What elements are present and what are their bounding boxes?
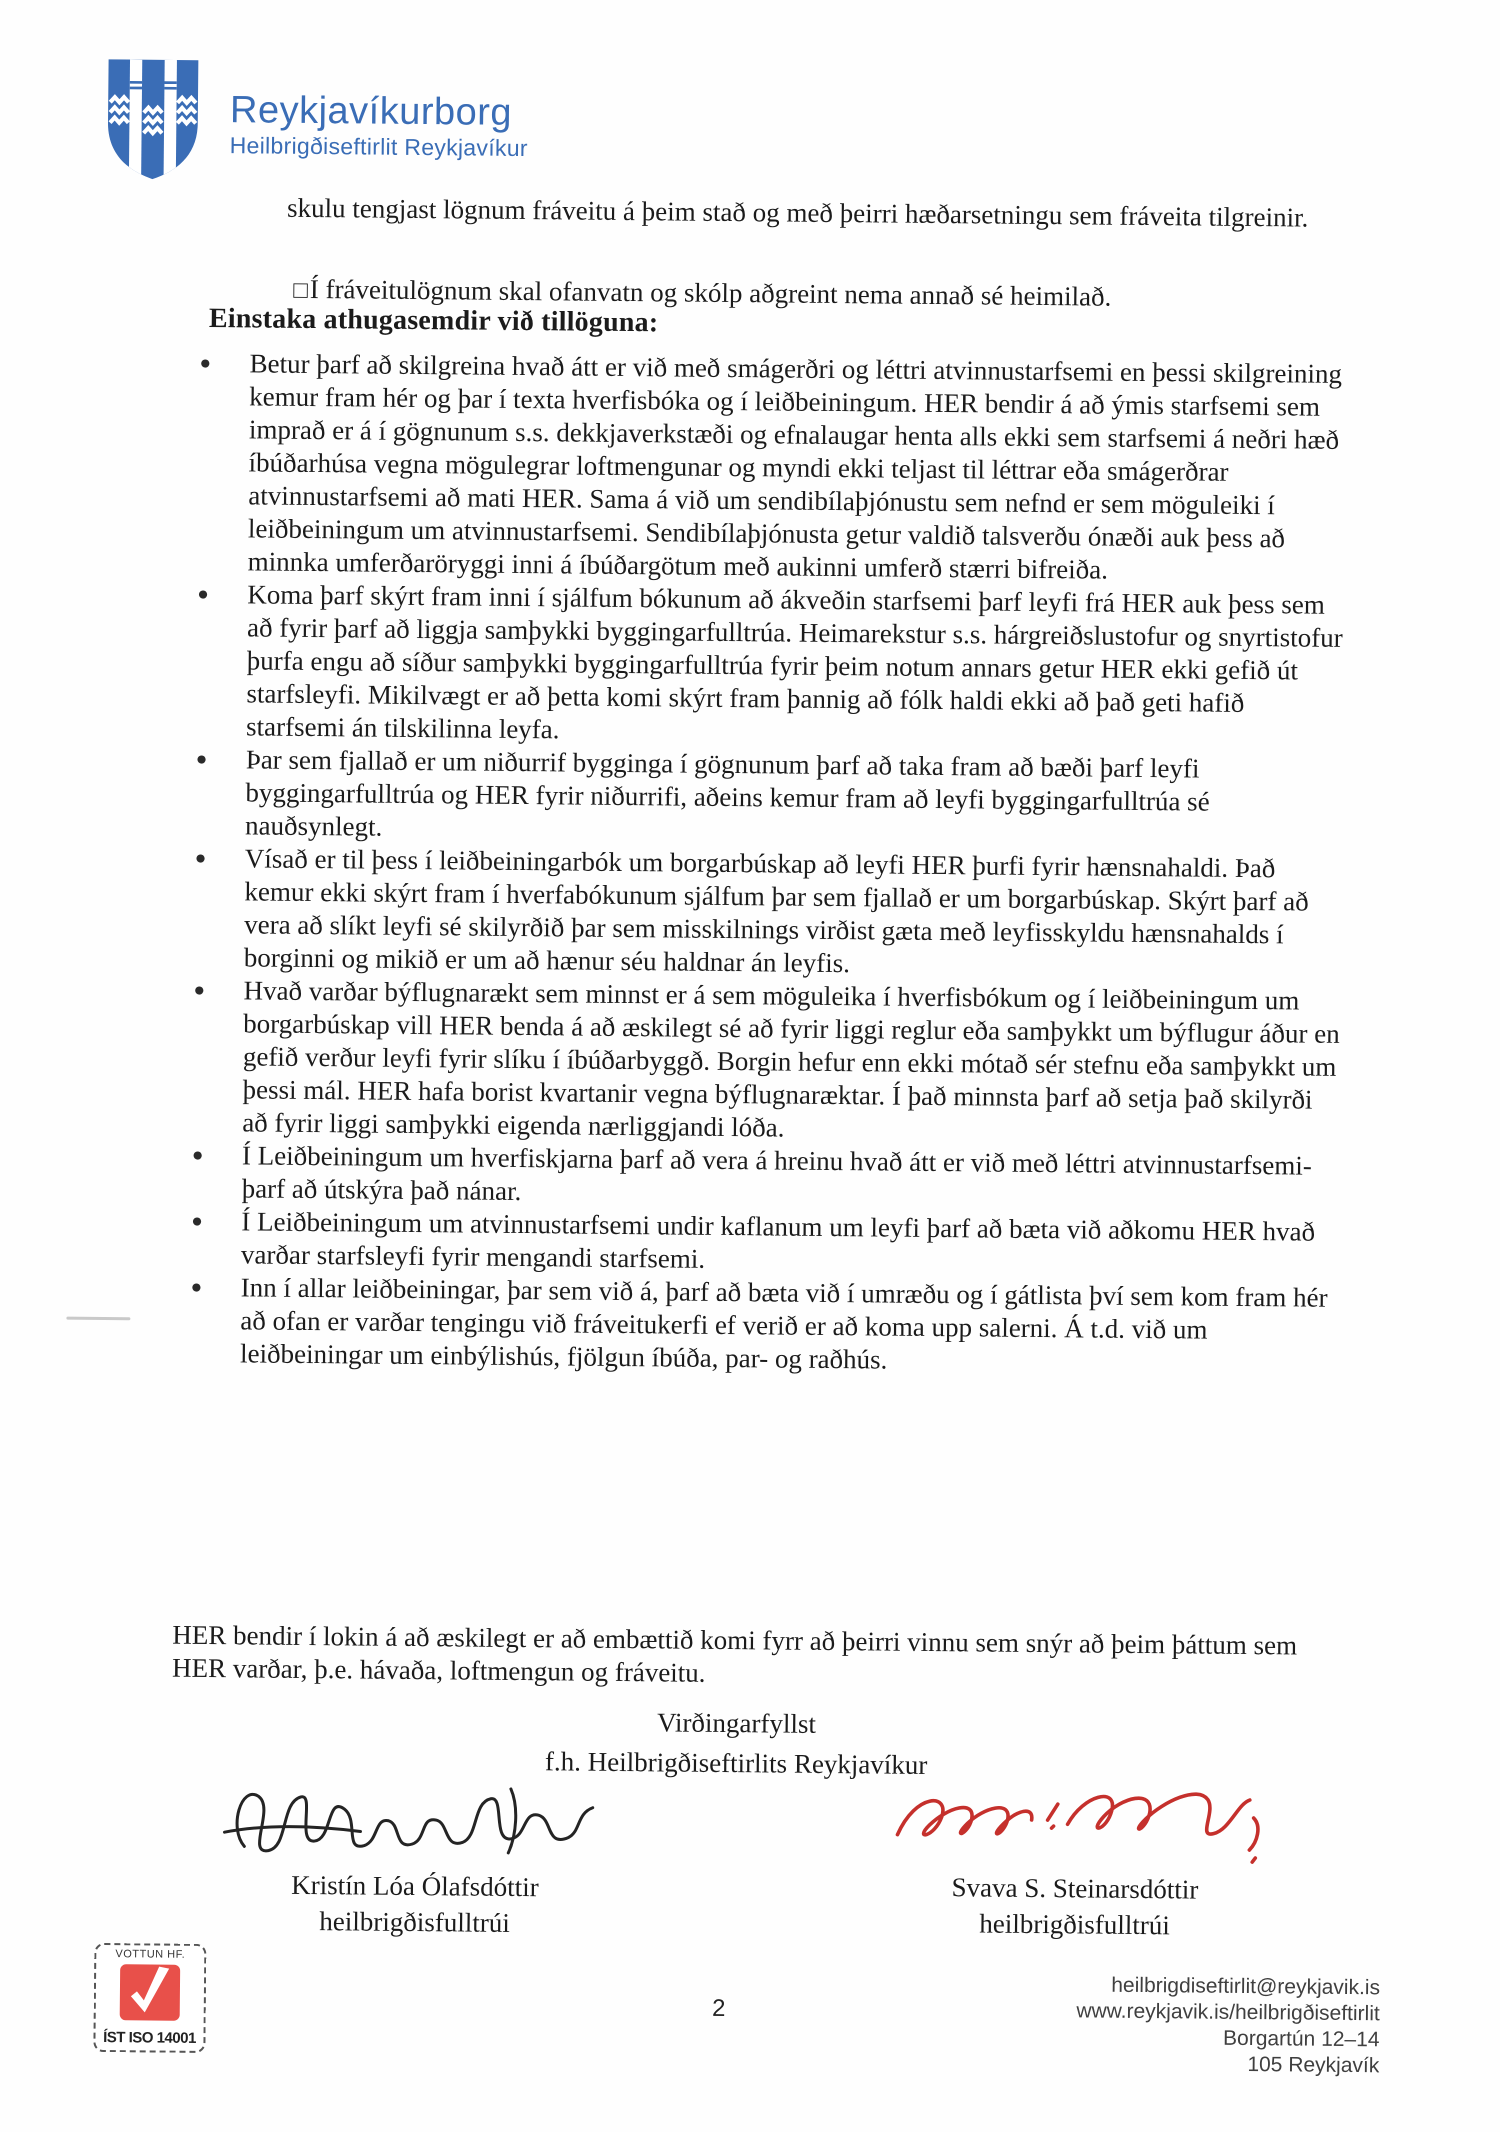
bullet-text: Inn í allar leiðbeiningar, þar sem við á, þarf að bæta við í umræðu og í gátlista því sem kom fram hér að ofan er varðar tengingu við fráveitukerfi ef verið er að koma upp salerni. Á t.d. við um leiðbeiningar um einbýlishús, fjölgun íbúða, par- og raðhús. bbox=[239, 1272, 1328, 1375]
contact-website: www.reykjavik.is/heilbrigðiseftirlit bbox=[1076, 1999, 1380, 2026]
bullet-text: Í Leiðbeiningum um atvinnustarfsemi undir kaflanum um leyfi þarf að bæta við aðkomu HER hvað varðar starfsleyfi fyrir mengandi starfsemi. bbox=[240, 1206, 1316, 1274]
bullet-marker: ● bbox=[190, 1276, 203, 1298]
bullet-marker: ● bbox=[199, 352, 212, 374]
signature-red-icon bbox=[875, 1766, 1276, 1866]
list-item bbox=[194, 842, 1345, 985]
signature-black-icon bbox=[210, 1766, 621, 1870]
city-shield-icon bbox=[101, 57, 204, 182]
bullet-text: Betur þarf að skilgreina hvað átt er við með smágerðri og léttri atvinnustarfsemi en þessi skilgreining kemur fram hér og þar í texta hverfisbóka og í leiðbeiningum. HER bendir á að ýmis starfsemi sem imprað er á í gögnunum s.s. dekkjaverkstæði og efnalaugar henta alls ekki sem starfsemi á neðri hæð íbúðarhúsa vegna mögulegrar loftmengunar og myndi ekki teljast til léttrar eða smágerðrar atvinnustarfsemi að mati HER. Sama á við um sendibílaþjónustu sem nefnd er sem möguleiki í leiðbeiningum um atvinnustarfsemi. Sendibílaþjónusta getur valdið talsverðu ónæði auk þess að minnka umferðaröryggi inni á íbúðargötum með aukinni umferð stærri bifreiða. bbox=[247, 348, 1343, 585]
page-number: 2 bbox=[711, 1994, 726, 2023]
list-item bbox=[196, 578, 1348, 754]
bullet-marker: ● bbox=[195, 748, 208, 770]
bullet-marker: ● bbox=[197, 583, 209, 605]
salutation: Virðingarfyllst bbox=[656, 1707, 817, 1739]
comments-list bbox=[190, 347, 1350, 1381]
bullet-text: Koma þarf skýrt fram inni í sjálfum bókunum að ákveðin starfsemi þarf leyfi frá HER auk þess sem að fyrir þarf að liggja samþykki byggingarfulltrúa. Heimarekstur s.s. hárgreiðslustofur og snyrtistofur þurfa engu að síður samþykki byggingarfulltrúa fyrir þeim notum annars getur HER ekki gefið út starfsleyfi. Mikilvægt er að þetta komi skýrt fram þannig að fólk haldi ekki að það geti hafið starfsemi án tilskilinna leyfa. bbox=[245, 579, 1343, 745]
checkbox-text: Í fráveitulögnum skal ofanvatn og skólp aðgreint nema annað sé heimilað. bbox=[309, 273, 1112, 312]
footer-contact bbox=[1076, 1972, 1380, 2079]
contact-email: heilbrigdiseftirlit@reykjavik.is bbox=[1111, 1973, 1381, 2000]
bullet-marker: ● bbox=[194, 847, 207, 869]
signatory-left bbox=[164, 1766, 666, 1943]
bullet-text: Þar sem fjallað er um niðurrif bygginga í gögnunum þarf að taka fram að bæði þarf leyfi byggingarfulltrúa og HER fyrir niðurrifi, aðeins kemur fram að leyfi byggingarfulltrúa sé nauðsynlegt. bbox=[244, 744, 1210, 842]
signatory-name: Svava S. Steinarsdóttir bbox=[951, 1872, 1199, 1905]
list-item bbox=[191, 1139, 1342, 1216]
list-item bbox=[192, 974, 1344, 1150]
closing-paragraph: HER bendir í lokin á að æskilegt er að embættið komi fyrr að þeirri vinnu sem snýr að þeim þáttum sem HER varðar, þ.e. hávaða, loftmengun og fráveitu. bbox=[171, 1619, 1298, 1688]
bullet-text: Vísað er til þess í leiðbeiningarbók um borgarbúskap að leyfi HER þurfi fyrir hænsnahaldi. Það kemur ekki skýrt fram í hverfabókunum sjálfum þar sem fjallað er um borgarbúskap. Skýrt þarf að vera að slíkt leyfi sé skilyrðið þar sem misskilnings virðist gæta með leyfisskyldu hænsnahalds í borginni og mikið er um að hænur séu haldnar án leyfis. bbox=[243, 843, 1309, 979]
bullet-text: Hvað varðar býflugnarækt sem minnst er á sem möguleika í hverfisbókum og í leiðbeiningum um borgarbúskap vill HER benda á að æskilegt sé að fyrir liggi reglur eða samþykkt um býflugur áður en gefið verður leyfi fyrir slíku í íbúðarbyggð. Borgin hefur enn ekki mótað sér stefnu eða samþykkt um þessi mál. HER hafa borist kvartanir vegna býflugnaræktar. Í það minnsta þarf að setja það skilyrði að fyrir liggi samþykki eigenda nærliggjandi lóða. bbox=[242, 975, 1340, 1143]
intro-paragraph: skulu tengjast lögnum fráveitu á þeim stað og með þeirri hæðarsetningu sem fráveita tilgreinir. bbox=[286, 192, 1309, 233]
checkbox-icon: □ bbox=[293, 277, 308, 304]
org-logo bbox=[101, 57, 528, 185]
org-name: Reykjavíkurborg bbox=[229, 89, 513, 134]
list-item bbox=[198, 347, 1350, 589]
bullet-marker: ● bbox=[193, 979, 206, 1001]
list-item bbox=[190, 1271, 1341, 1381]
on-behalf-of: f.h. Heilbrigðiseftirlits Reykjavíkur bbox=[544, 1746, 928, 1780]
bullet-marker: ● bbox=[191, 1144, 204, 1166]
contact-street: Borgartún 12–14 bbox=[1222, 2026, 1380, 2052]
list-item bbox=[195, 743, 1346, 853]
signatory-title: heilbrigðisfulltrúi bbox=[979, 1908, 1171, 1941]
org-department: Heilbrigðiseftirlit Reykjavíkur bbox=[229, 132, 528, 162]
badge-top-label: VOTTUN HF. bbox=[115, 1948, 186, 1961]
signatory-name: Kristín Lóa Ólafsdóttir bbox=[291, 1869, 539, 1903]
scan-artifact bbox=[66, 1317, 130, 1321]
badge-bottom-label: ÍST ISO 14001 bbox=[103, 2029, 196, 2047]
signatory-title: heilbrigðisfulltrúi bbox=[319, 1906, 510, 1938]
contact-city: 105 Reykjavík bbox=[1247, 2053, 1380, 2078]
bullet-marker: ● bbox=[191, 1210, 203, 1232]
list-item bbox=[191, 1205, 1342, 1282]
bullet-text: Í Leiðbeiningum um hverfiskjarna þarf að vera á hreinu hvað átt er við með léttri atvinnustarfsemi- þarf að útskýra það nánar. bbox=[241, 1140, 1312, 1207]
signatory-right bbox=[814, 1766, 1336, 1945]
section-heading: Einstaka athugasemdir við tillöguna: bbox=[208, 302, 659, 339]
